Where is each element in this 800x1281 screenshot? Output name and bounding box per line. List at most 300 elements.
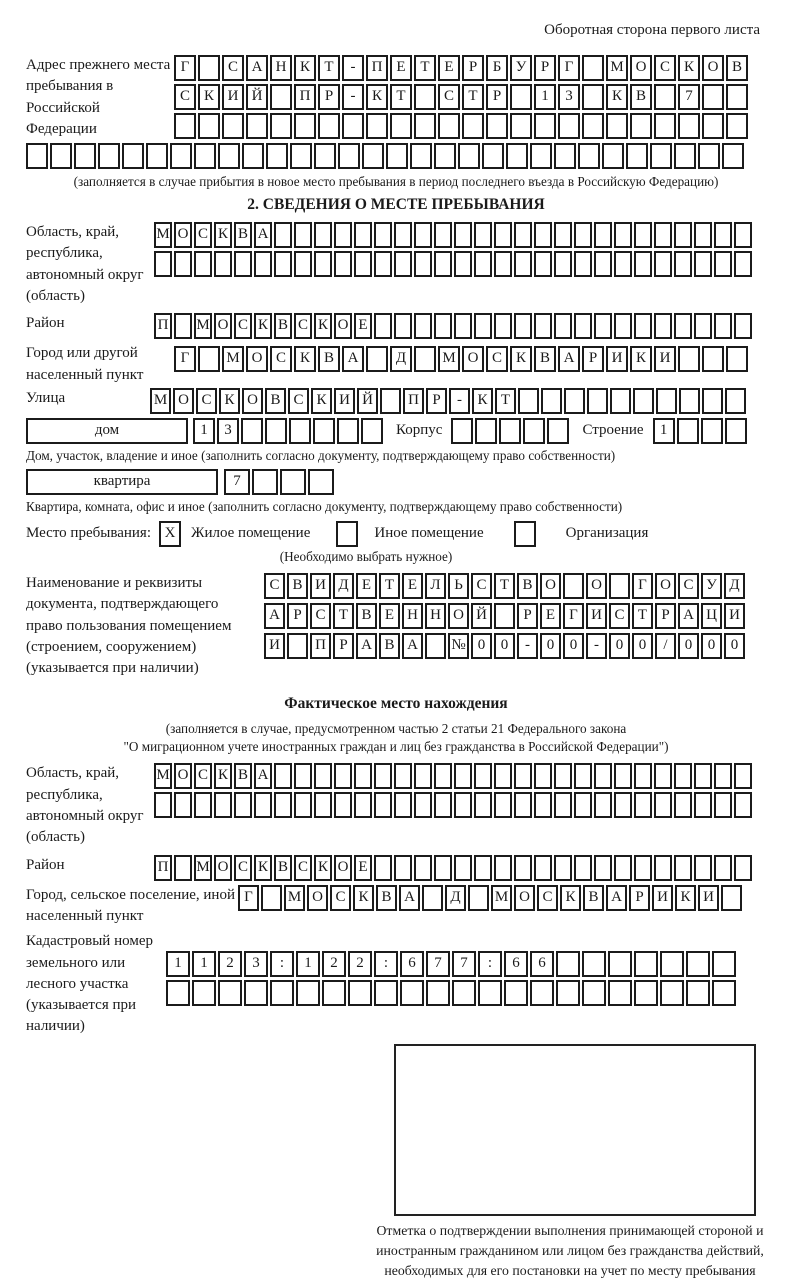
- char-cell[interactable]: [366, 113, 388, 139]
- char-cell[interactable]: [374, 251, 392, 277]
- char-cell[interactable]: [694, 251, 712, 277]
- char-cell[interactable]: [334, 222, 352, 248]
- char-cell[interactable]: [541, 388, 562, 414]
- char-cell[interactable]: С: [678, 573, 699, 599]
- char-cell[interactable]: В: [318, 346, 340, 372]
- char-cell[interactable]: [474, 251, 492, 277]
- char-cell[interactable]: 1: [193, 418, 215, 444]
- char-cell[interactable]: [222, 113, 244, 139]
- char-cell[interactable]: [534, 313, 552, 339]
- char-cell[interactable]: [422, 885, 443, 911]
- char-cell[interactable]: [614, 792, 632, 818]
- char-cell[interactable]: [294, 113, 316, 139]
- char-cell[interactable]: Т: [632, 603, 653, 629]
- char-cell[interactable]: [494, 251, 512, 277]
- char-cell[interactable]: А: [254, 763, 272, 789]
- char-cell[interactable]: [534, 113, 556, 139]
- char-cell[interactable]: [626, 143, 648, 169]
- char-cell[interactable]: [314, 792, 332, 818]
- char-cell[interactable]: [214, 792, 232, 818]
- char-cell[interactable]: 0: [724, 633, 745, 659]
- char-cell[interactable]: Т: [318, 55, 340, 81]
- char-cell[interactable]: [294, 251, 312, 277]
- char-cell[interactable]: [486, 113, 508, 139]
- char-cell[interactable]: 0: [471, 633, 492, 659]
- char-cell[interactable]: [547, 418, 569, 444]
- char-cell[interactable]: 2: [218, 951, 242, 977]
- char-cell[interactable]: К: [198, 84, 220, 110]
- char-cell[interactable]: [654, 222, 672, 248]
- char-cell[interactable]: [594, 313, 612, 339]
- char-cell[interactable]: -: [449, 388, 470, 414]
- char-cell[interactable]: С: [537, 885, 558, 911]
- char-cell[interactable]: [582, 980, 606, 1006]
- char-cell[interactable]: Т: [414, 55, 436, 81]
- char-cell[interactable]: С: [174, 84, 196, 110]
- char-cell[interactable]: В: [274, 855, 292, 881]
- char-cell[interactable]: Р: [534, 55, 556, 81]
- char-cell[interactable]: М: [491, 885, 512, 911]
- char-cell[interactable]: 1: [653, 418, 675, 444]
- char-cell[interactable]: [294, 222, 312, 248]
- char-cell[interactable]: [287, 633, 308, 659]
- char-cell[interactable]: А: [356, 633, 377, 659]
- char-cell[interactable]: [534, 855, 552, 881]
- char-cell[interactable]: [510, 84, 532, 110]
- char-cell[interactable]: [296, 980, 320, 1006]
- char-cell[interactable]: [734, 855, 752, 881]
- char-cell[interactable]: [410, 143, 432, 169]
- char-cell[interactable]: [198, 346, 220, 372]
- char-cell[interactable]: [252, 469, 278, 495]
- char-cell[interactable]: [198, 55, 220, 81]
- char-cell[interactable]: [504, 980, 528, 1006]
- char-cell[interactable]: [582, 951, 606, 977]
- char-cell[interactable]: 0: [609, 633, 630, 659]
- char-cell[interactable]: К: [630, 346, 652, 372]
- char-cell[interactable]: В: [583, 885, 604, 911]
- char-cell[interactable]: В: [534, 346, 556, 372]
- char-cell[interactable]: [454, 763, 472, 789]
- char-cell[interactable]: [499, 418, 521, 444]
- char-cell[interactable]: С: [196, 388, 217, 414]
- char-cell[interactable]: [274, 222, 292, 248]
- char-cell[interactable]: [361, 418, 383, 444]
- char-cell[interactable]: Й: [357, 388, 378, 414]
- char-cell[interactable]: К: [294, 346, 316, 372]
- char-cell[interactable]: [694, 792, 712, 818]
- char-cell[interactable]: М: [194, 855, 212, 881]
- char-cell[interactable]: [266, 143, 288, 169]
- char-cell[interactable]: [362, 143, 384, 169]
- char-cell[interactable]: А: [678, 603, 699, 629]
- char-cell[interactable]: В: [376, 885, 397, 911]
- char-cell[interactable]: [354, 222, 372, 248]
- char-cell[interactable]: П: [366, 55, 388, 81]
- char-cell[interactable]: А: [606, 885, 627, 911]
- char-cell[interactable]: [530, 980, 554, 1006]
- char-cell[interactable]: И: [334, 388, 355, 414]
- char-cell[interactable]: [582, 113, 604, 139]
- char-cell[interactable]: П: [403, 388, 424, 414]
- char-cell[interactable]: Й: [471, 603, 492, 629]
- char-cell[interactable]: [734, 763, 752, 789]
- char-cell[interactable]: А: [246, 55, 268, 81]
- char-cell[interactable]: С: [222, 55, 244, 81]
- char-cell[interactable]: Т: [494, 573, 515, 599]
- char-cell[interactable]: [523, 418, 545, 444]
- char-cell[interactable]: [734, 251, 752, 277]
- char-cell[interactable]: [734, 792, 752, 818]
- char-cell[interactable]: Г: [174, 55, 196, 81]
- char-cell[interactable]: [634, 980, 658, 1006]
- char-cell[interactable]: [354, 763, 372, 789]
- char-cell[interactable]: Ц: [701, 603, 722, 629]
- char-cell[interactable]: [451, 418, 473, 444]
- char-cell[interactable]: [694, 763, 712, 789]
- char-cell[interactable]: 0: [563, 633, 584, 659]
- char-cell[interactable]: [650, 143, 672, 169]
- char-cell[interactable]: [714, 251, 732, 277]
- char-cell[interactable]: [270, 980, 294, 1006]
- char-cell[interactable]: [394, 313, 412, 339]
- char-cell[interactable]: Д: [390, 346, 412, 372]
- char-cell[interactable]: И: [606, 346, 628, 372]
- char-cell[interactable]: [246, 113, 268, 139]
- char-cell[interactable]: 6: [530, 951, 554, 977]
- char-cell[interactable]: [594, 855, 612, 881]
- char-cell[interactable]: О: [174, 222, 192, 248]
- char-cell[interactable]: [714, 222, 732, 248]
- char-cell[interactable]: О: [702, 55, 724, 81]
- char-cell[interactable]: [313, 418, 335, 444]
- char-cell[interactable]: [474, 222, 492, 248]
- char-cell[interactable]: М: [284, 885, 305, 911]
- char-cell[interactable]: В: [265, 388, 286, 414]
- char-cell[interactable]: [494, 855, 512, 881]
- char-cell[interactable]: [261, 885, 282, 911]
- char-cell[interactable]: Р: [655, 603, 676, 629]
- char-cell[interactable]: [414, 113, 436, 139]
- char-cell[interactable]: Р: [462, 55, 484, 81]
- char-cell[interactable]: [478, 980, 502, 1006]
- char-cell[interactable]: [318, 113, 340, 139]
- char-cell[interactable]: [494, 763, 512, 789]
- char-cell[interactable]: Р: [333, 633, 354, 659]
- char-cell[interactable]: Т: [495, 388, 516, 414]
- char-cell[interactable]: [494, 603, 515, 629]
- char-cell[interactable]: П: [154, 855, 172, 881]
- char-cell[interactable]: [563, 573, 584, 599]
- stay-type-checkbox-other-premises[interactable]: [336, 521, 358, 547]
- char-cell[interactable]: [270, 84, 292, 110]
- char-cell[interactable]: [574, 313, 592, 339]
- char-cell[interactable]: [434, 313, 452, 339]
- char-cell[interactable]: О: [307, 885, 328, 911]
- char-cell[interactable]: [314, 763, 332, 789]
- char-cell[interactable]: 7: [426, 951, 450, 977]
- char-cell[interactable]: [334, 251, 352, 277]
- char-cell[interactable]: А: [399, 885, 420, 911]
- char-cell[interactable]: [434, 222, 452, 248]
- char-cell[interactable]: [26, 143, 48, 169]
- char-cell[interactable]: :: [478, 951, 502, 977]
- char-cell[interactable]: [234, 251, 252, 277]
- char-cell[interactable]: [686, 980, 710, 1006]
- char-cell[interactable]: Т: [390, 84, 412, 110]
- char-cell[interactable]: [654, 855, 672, 881]
- char-cell[interactable]: [374, 222, 392, 248]
- char-cell[interactable]: Г: [238, 885, 259, 911]
- char-cell[interactable]: [677, 418, 699, 444]
- char-cell[interactable]: Д: [724, 573, 745, 599]
- char-cell[interactable]: [468, 885, 489, 911]
- char-cell[interactable]: [554, 763, 572, 789]
- char-cell[interactable]: [394, 222, 412, 248]
- char-cell[interactable]: И: [222, 84, 244, 110]
- char-cell[interactable]: О: [462, 346, 484, 372]
- char-cell[interactable]: 0: [540, 633, 561, 659]
- char-cell[interactable]: [386, 143, 408, 169]
- char-cell[interactable]: [434, 855, 452, 881]
- char-cell[interactable]: [280, 469, 306, 495]
- char-cell[interactable]: [414, 222, 432, 248]
- char-cell[interactable]: [434, 143, 456, 169]
- char-cell[interactable]: [338, 143, 360, 169]
- char-cell[interactable]: [426, 980, 450, 1006]
- char-cell[interactable]: [674, 792, 692, 818]
- char-cell[interactable]: 6: [504, 951, 528, 977]
- char-cell[interactable]: [654, 763, 672, 789]
- char-cell[interactable]: [574, 855, 592, 881]
- char-cell[interactable]: [254, 792, 272, 818]
- char-cell[interactable]: [702, 113, 724, 139]
- char-cell[interactable]: 0: [494, 633, 515, 659]
- char-cell[interactable]: [660, 980, 684, 1006]
- char-cell[interactable]: [438, 113, 460, 139]
- char-cell[interactable]: [314, 222, 332, 248]
- char-cell[interactable]: [454, 222, 472, 248]
- char-cell[interactable]: [558, 113, 580, 139]
- char-cell[interactable]: Л: [425, 573, 446, 599]
- char-cell[interactable]: В: [379, 633, 400, 659]
- char-cell[interactable]: [674, 855, 692, 881]
- char-cell[interactable]: К: [254, 313, 272, 339]
- char-cell[interactable]: [308, 469, 334, 495]
- char-cell[interactable]: 1: [192, 951, 216, 977]
- char-cell[interactable]: К: [311, 388, 332, 414]
- char-cell[interactable]: П: [294, 84, 316, 110]
- char-cell[interactable]: [454, 313, 472, 339]
- char-cell[interactable]: /: [655, 633, 676, 659]
- char-cell[interactable]: [712, 951, 736, 977]
- char-cell[interactable]: [314, 143, 336, 169]
- char-cell[interactable]: О: [334, 855, 352, 881]
- char-cell[interactable]: -: [586, 633, 607, 659]
- char-cell[interactable]: И: [698, 885, 719, 911]
- char-cell[interactable]: И: [652, 885, 673, 911]
- char-cell[interactable]: [354, 792, 372, 818]
- char-cell[interactable]: [587, 388, 608, 414]
- char-cell[interactable]: М: [150, 388, 171, 414]
- char-cell[interactable]: Е: [402, 573, 423, 599]
- char-cell[interactable]: С: [486, 346, 508, 372]
- char-cell[interactable]: Е: [356, 573, 377, 599]
- char-cell[interactable]: К: [510, 346, 532, 372]
- char-cell[interactable]: [609, 573, 630, 599]
- char-cell[interactable]: М: [154, 222, 172, 248]
- char-cell[interactable]: 1: [166, 951, 190, 977]
- char-cell[interactable]: [530, 143, 552, 169]
- char-cell[interactable]: К: [314, 313, 332, 339]
- char-cell[interactable]: [702, 84, 724, 110]
- char-cell[interactable]: С: [310, 603, 331, 629]
- char-cell[interactable]: [434, 792, 452, 818]
- char-cell[interactable]: [374, 763, 392, 789]
- char-cell[interactable]: С: [330, 885, 351, 911]
- char-cell[interactable]: О: [540, 573, 561, 599]
- char-cell[interactable]: В: [287, 573, 308, 599]
- char-cell[interactable]: [614, 222, 632, 248]
- char-cell[interactable]: [574, 251, 592, 277]
- char-cell[interactable]: П: [310, 633, 331, 659]
- char-cell[interactable]: Е: [354, 855, 372, 881]
- char-cell[interactable]: К: [606, 84, 628, 110]
- char-cell[interactable]: [656, 388, 677, 414]
- char-cell[interactable]: К: [472, 388, 493, 414]
- char-cell[interactable]: [50, 143, 72, 169]
- char-cell[interactable]: [510, 113, 532, 139]
- char-cell[interactable]: С: [270, 346, 292, 372]
- char-cell[interactable]: К: [294, 55, 316, 81]
- char-cell[interactable]: В: [234, 763, 252, 789]
- char-cell[interactable]: Р: [629, 885, 650, 911]
- char-cell[interactable]: [714, 855, 732, 881]
- char-cell[interactable]: [348, 980, 372, 1006]
- char-cell[interactable]: С: [471, 573, 492, 599]
- char-cell[interactable]: [654, 113, 676, 139]
- char-cell[interactable]: С: [438, 84, 460, 110]
- char-cell[interactable]: [414, 251, 432, 277]
- char-cell[interactable]: Е: [379, 603, 400, 629]
- char-cell[interactable]: [244, 980, 268, 1006]
- char-cell[interactable]: [494, 222, 512, 248]
- char-cell[interactable]: 0: [678, 633, 699, 659]
- char-cell[interactable]: [380, 388, 401, 414]
- char-cell[interactable]: 0: [632, 633, 653, 659]
- char-cell[interactable]: [400, 980, 424, 1006]
- char-cell[interactable]: 1: [296, 951, 320, 977]
- char-cell[interactable]: Е: [390, 55, 412, 81]
- char-cell[interactable]: [686, 951, 710, 977]
- char-cell[interactable]: -: [342, 55, 364, 81]
- char-cell[interactable]: К: [366, 84, 388, 110]
- char-cell[interactable]: В: [630, 84, 652, 110]
- char-cell[interactable]: [714, 792, 732, 818]
- char-cell[interactable]: [374, 855, 392, 881]
- char-cell[interactable]: [722, 143, 744, 169]
- char-cell[interactable]: О: [514, 885, 535, 911]
- char-cell[interactable]: Р: [582, 346, 604, 372]
- char-cell[interactable]: [634, 792, 652, 818]
- char-cell[interactable]: [494, 792, 512, 818]
- char-cell[interactable]: [630, 113, 652, 139]
- char-cell[interactable]: 3: [244, 951, 268, 977]
- char-cell[interactable]: [678, 113, 700, 139]
- char-cell[interactable]: [294, 792, 312, 818]
- char-cell[interactable]: А: [342, 346, 364, 372]
- char-cell[interactable]: [514, 222, 532, 248]
- char-cell[interactable]: И: [586, 603, 607, 629]
- char-cell[interactable]: [414, 313, 432, 339]
- char-cell[interactable]: Р: [318, 84, 340, 110]
- char-cell[interactable]: [294, 763, 312, 789]
- char-cell[interactable]: Г: [558, 55, 580, 81]
- char-cell[interactable]: [556, 980, 580, 1006]
- char-cell[interactable]: К: [214, 222, 232, 248]
- char-cell[interactable]: О: [214, 313, 232, 339]
- char-cell[interactable]: [633, 388, 654, 414]
- char-cell[interactable]: [474, 855, 492, 881]
- char-cell[interactable]: И: [310, 573, 331, 599]
- char-cell[interactable]: [394, 855, 412, 881]
- char-cell[interactable]: [374, 792, 392, 818]
- char-cell[interactable]: [602, 143, 624, 169]
- char-cell[interactable]: [714, 313, 732, 339]
- char-cell[interactable]: №: [448, 633, 469, 659]
- char-cell[interactable]: А: [264, 603, 285, 629]
- char-cell[interactable]: [174, 792, 192, 818]
- char-cell[interactable]: [506, 143, 528, 169]
- char-cell[interactable]: М: [606, 55, 628, 81]
- char-cell[interactable]: [192, 980, 216, 1006]
- char-cell[interactable]: [154, 792, 172, 818]
- char-cell[interactable]: 3: [217, 418, 239, 444]
- char-cell[interactable]: [334, 763, 352, 789]
- char-cell[interactable]: [634, 313, 652, 339]
- char-cell[interactable]: [634, 222, 652, 248]
- char-cell[interactable]: М: [154, 763, 172, 789]
- char-cell[interactable]: Г: [632, 573, 653, 599]
- char-cell[interactable]: Т: [379, 573, 400, 599]
- char-cell[interactable]: [414, 855, 432, 881]
- char-cell[interactable]: [594, 222, 612, 248]
- char-cell[interactable]: [534, 222, 552, 248]
- char-cell[interactable]: [166, 980, 190, 1006]
- char-cell[interactable]: [74, 143, 96, 169]
- char-cell[interactable]: [678, 346, 700, 372]
- char-cell[interactable]: М: [222, 346, 244, 372]
- char-cell[interactable]: [574, 792, 592, 818]
- char-cell[interactable]: [634, 951, 658, 977]
- char-cell[interactable]: [218, 143, 240, 169]
- char-cell[interactable]: [734, 222, 752, 248]
- char-cell[interactable]: [702, 346, 724, 372]
- char-cell[interactable]: [274, 763, 292, 789]
- char-cell[interactable]: [614, 763, 632, 789]
- char-cell[interactable]: О: [448, 603, 469, 629]
- char-cell[interactable]: Ь: [448, 573, 469, 599]
- char-cell[interactable]: [694, 313, 712, 339]
- char-cell[interactable]: К: [675, 885, 696, 911]
- char-cell[interactable]: [554, 792, 572, 818]
- char-cell[interactable]: [474, 763, 492, 789]
- char-cell[interactable]: 3: [558, 84, 580, 110]
- char-cell[interactable]: -: [517, 633, 538, 659]
- char-cell[interactable]: [98, 143, 120, 169]
- char-cell[interactable]: [414, 792, 432, 818]
- char-cell[interactable]: [322, 980, 346, 1006]
